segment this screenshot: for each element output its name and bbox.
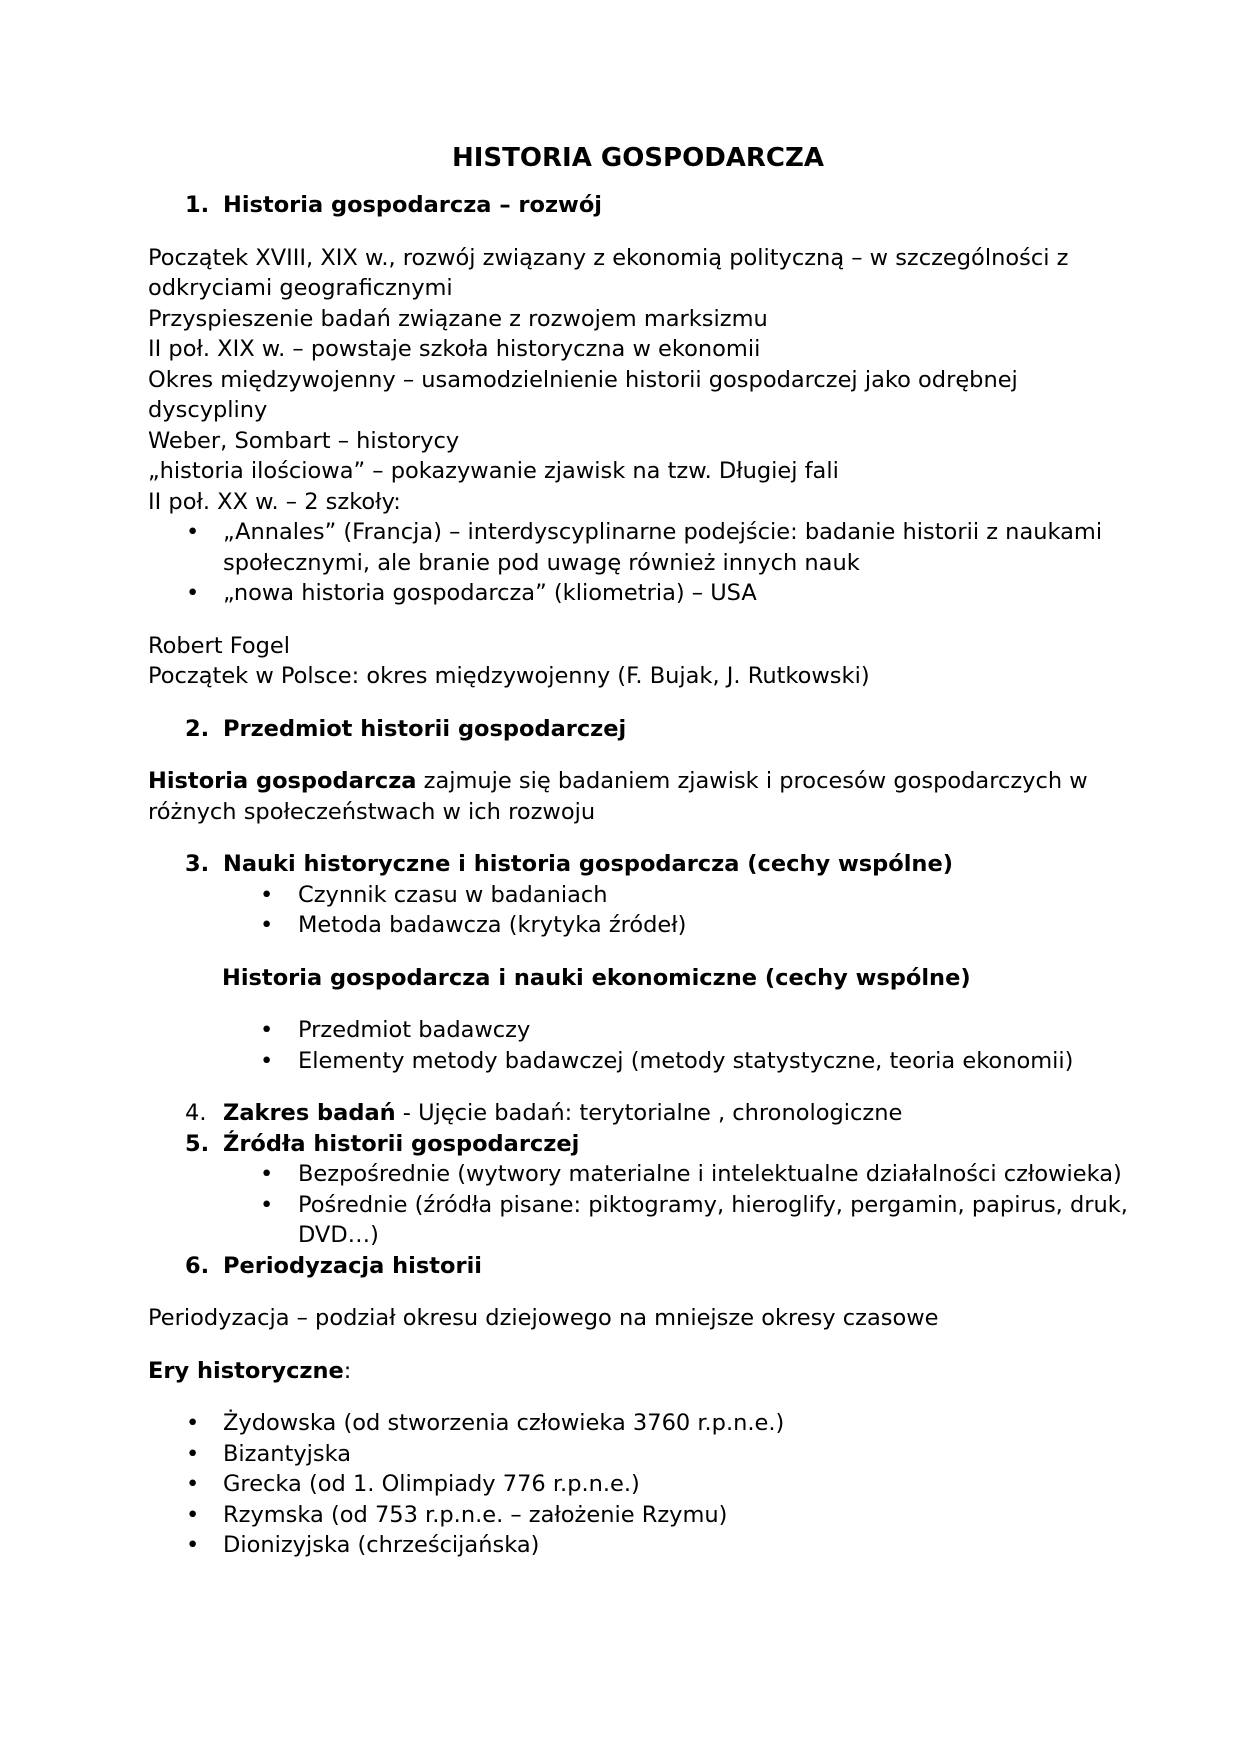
bullet-icon: • — [186, 1501, 200, 1528]
section-description: - Ujęcie badań: terytorialne , chronologiczne — [395, 1100, 903, 1126]
section-title: Przedmiot historii gospodarczej — [223, 715, 627, 742]
paragraph-text: zajmuje się badaniem zjawisk i procesów gospodarczych w różnych społeczeństwach w ich rozwoju — [148, 768, 1088, 825]
list-item — [148, 1530, 1128, 1561]
bullet-icon: • — [186, 1440, 200, 1467]
section-number: 3. — [185, 851, 210, 877]
section-title: Nauki historyczne i historia gospodarcza (cechy wspólne) — [223, 851, 953, 877]
paragraph — [148, 766, 1128, 827]
bullet-icon: • — [186, 1410, 200, 1436]
bold-term: Historia gospodarcza — [148, 768, 417, 794]
list-item-text: Bizantyjska — [223, 1440, 352, 1467]
list-item — [148, 1469, 1128, 1500]
section-title: Zakres badań — [223, 1100, 396, 1126]
bullet-icon: • — [260, 912, 274, 938]
list-item-text: Grecka (od 1. Olimpiady 776 r.p.n.e.) — [223, 1471, 640, 1497]
paragraph: II poł. XX w. – 2 szkoły: — [148, 488, 401, 515]
section-number: 5. — [185, 1130, 210, 1157]
bullet-list — [148, 517, 1128, 609]
bullet-list — [148, 880, 1128, 941]
section-number: 4. — [185, 1100, 207, 1126]
list-item — [148, 1500, 1128, 1531]
list-item-text: Pośrednie (źródła pisane: piktogramy, hieroglify, pergamin, papirus, druk, DVD…) — [298, 1191, 1128, 1248]
section-number: 1. — [185, 192, 210, 218]
section-2-heading — [148, 714, 1128, 745]
list-item-text: „nowa historia gospodarcza” (kliometria) – USA — [223, 580, 757, 606]
bullet-icon: • — [260, 881, 274, 908]
list-item-text: Przedmiot badawczy — [298, 1017, 531, 1043]
list-item-text: Metoda badawcza (krytyka źródeł) — [298, 912, 687, 938]
list-item-text: Rzymska (od 753 r.p.n.e. – założenie Rzymu) — [223, 1501, 728, 1528]
list-item — [148, 1159, 1128, 1190]
section-3-heading — [148, 849, 1128, 880]
section-title: Periodyzacja historii — [223, 1252, 482, 1279]
paragraph: Robert Fogel — [148, 632, 291, 659]
list-item-text: Elementy metody badawczej (metody statystyczne, teoria ekonomii) — [298, 1047, 1074, 1074]
subsection-heading: Historia gospodarcza i nauki ekonomiczne (cechy wspólne) — [222, 964, 971, 991]
list-item — [148, 1190, 1128, 1251]
section-6-heading — [148, 1251, 1128, 1282]
paragraph: II poł. XIX w. – powstaje szkoła historyczna w ekonomii — [148, 336, 761, 362]
bullet-list — [148, 1015, 1128, 1076]
paragraph — [148, 1356, 1128, 1387]
list-item — [148, 1439, 1128, 1470]
list-item-text: Bezpośrednie (wytwory materialne i intelektualne działalności człowieka) — [298, 1161, 1122, 1187]
list-item — [148, 880, 1128, 911]
section-1-heading — [148, 190, 1128, 221]
list-item-text: Dionizyjska (chrześcijańska) — [223, 1532, 540, 1558]
bullet-icon: • — [260, 1017, 274, 1043]
section-4-heading — [148, 1098, 1128, 1129]
bullet-icon: • — [186, 580, 200, 606]
list-item-text: „Annales” (Francja) – interdyscyplinarne podejście: badanie historii z naukami społecznymi, ale branie pod uwagę również innych nauk — [223, 519, 1103, 576]
paragraph: Okres międzywojenny – usamodzielnienie historii gospodarczej jako odrębnej dyscypliny — [148, 366, 1018, 423]
list-item — [148, 517, 1128, 578]
bullet-icon: • — [260, 1191, 274, 1218]
bullet-icon: • — [186, 519, 200, 545]
section-number: 2. — [185, 715, 210, 742]
paragraph: „historia ilościowa” – pokazywanie zjawisk na tzw. Długiej fali — [148, 458, 839, 484]
section-title: Historia gospodarcza – rozwój — [223, 192, 603, 218]
bullet-icon: • — [260, 1047, 274, 1074]
paragraph: Przyspieszenie badań związane z rozwojem marksizmu — [148, 305, 768, 332]
section-5-heading — [148, 1129, 1128, 1160]
bullet-list — [148, 1159, 1128, 1251]
list-item — [148, 1046, 1128, 1077]
list-item — [148, 1015, 1128, 1046]
paragraph: Weber, Sombart – historycy — [148, 427, 460, 454]
paragraph: Periodyzacja – podział okresu dziejowego na mniejsze okresy czasowe — [148, 1305, 939, 1331]
list-item-text: Czynnik czasu w badaniach — [298, 881, 608, 908]
bullet-icon: • — [186, 1471, 200, 1497]
list-item — [148, 910, 1128, 941]
document-title: HISTORIA GOSPODARCZA — [452, 143, 824, 173]
bullet-list — [148, 1408, 1128, 1561]
bold-term: Ery historyczne — [148, 1357, 344, 1384]
bullet-icon: • — [260, 1161, 274, 1187]
colon: : — [343, 1357, 352, 1384]
paragraph: Początek w Polsce: okres międzywojenny (F. Bujak, J. Rutkowski) — [148, 663, 870, 689]
list-item — [148, 578, 1128, 609]
list-item — [148, 1408, 1128, 1439]
bullet-icon: • — [186, 1532, 200, 1558]
paragraph: Początek XVIII, XIX w., rozwój związany z ekonomią polityczną – w szczególności z odkryciami geograficznymi — [148, 244, 1069, 301]
document-page — [148, 140, 1128, 1561]
section-number: 6. — [185, 1252, 210, 1279]
section-title: Źródła historii gospodarczej — [223, 1130, 580, 1157]
list-item-text: Żydowska (od stworzenia człowieka 3760 r.p.n.e.) — [223, 1410, 785, 1436]
